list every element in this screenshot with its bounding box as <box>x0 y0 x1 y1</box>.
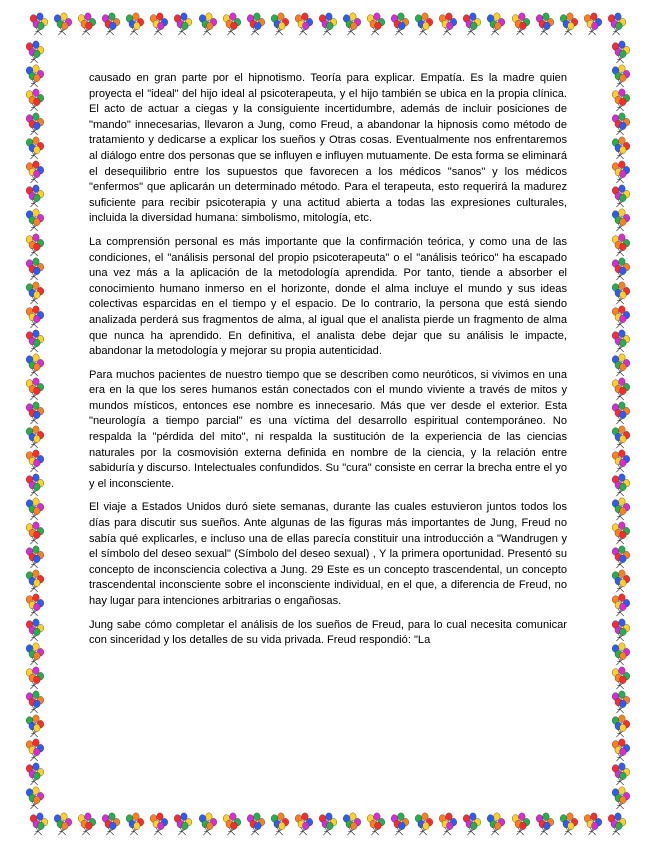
balloon-bunch-icon <box>606 12 628 36</box>
balloon-bunch-icon <box>365 12 387 36</box>
balloon-bunch-icon <box>606 812 628 836</box>
balloon-bunch-icon <box>534 12 556 36</box>
balloon-bunch-icon <box>24 618 46 642</box>
balloon-bunch-icon <box>610 257 632 281</box>
balloon-bunch-icon <box>24 497 46 521</box>
balloon-bunch-icon <box>610 329 632 353</box>
balloon-bunch-icon <box>558 812 580 836</box>
balloon-bunch-icon <box>341 812 363 836</box>
balloon-bunch-icon <box>24 305 46 329</box>
paragraph-5: Jung sabe cómo completar el análisis de los sueños de Freud, para lo cual necesita comunicar con sinceridad y los detalles de su vida privada. Freud respondió: "La <box>89 618 567 647</box>
balloon-bunch-icon <box>293 812 315 836</box>
balloon-bunch-icon <box>76 812 98 836</box>
balloon-bunch-icon <box>24 281 46 305</box>
balloon-bunch-icon <box>534 812 556 836</box>
balloon-bunch-icon <box>610 136 632 160</box>
balloon-bunch-icon <box>610 521 632 545</box>
balloon-bunch-icon <box>610 642 632 666</box>
balloon-bunch-icon <box>610 690 632 714</box>
balloon-bunch-icon <box>24 64 46 88</box>
balloon-bunch-icon <box>413 12 435 36</box>
balloon-bunch-icon <box>124 812 146 836</box>
balloon-bunch-icon <box>269 12 291 36</box>
balloon-bunch-icon <box>24 401 46 425</box>
balloon-bunch-icon <box>317 812 339 836</box>
balloon-bunch-icon <box>610 497 632 521</box>
balloon-bunch-icon <box>610 425 632 449</box>
balloon-bunch-icon <box>28 812 50 836</box>
balloon-bunch-icon <box>610 618 632 642</box>
balloon-bunch-icon <box>24 545 46 569</box>
balloon-bunch-icon <box>341 12 363 36</box>
balloon-bunch-icon <box>582 812 604 836</box>
balloon-bunch-icon <box>461 12 483 36</box>
balloon-bunch-icon <box>24 136 46 160</box>
balloon-bunch-icon <box>100 812 122 836</box>
paragraph-3: Para muchos pacientes de nuestro tiempo que se describen como neuróticos, si vivimos en una era en la que los seres humanos están conectados con el mundo viviente a través de mitos y mundos místicos, entonces ese nombre es innecesario. Más que ver desde el exterior. Esta "neurología a tiempo parcial" es una víctima del desarrollo espiritual contemporáneo. No respalda la "pérdida del mito", ni respalda la sustitución de la experiencia de las ciencias naturales por la cosmovisión externa definida en nombre de la ciencia, y la relación entre sabiduría y discurso. Intelectuales confundidos. Su "cura" consiste en cerrar la brecha entre el yo y el inconsciente. <box>89 368 567 490</box>
balloon-bunch-icon <box>610 593 632 617</box>
balloon-bunch-icon <box>610 88 632 112</box>
balloon-bunch-icon <box>610 449 632 473</box>
balloon-bunch-icon <box>413 812 435 836</box>
balloon-bunch-icon <box>100 12 122 36</box>
balloon-bunch-icon <box>148 812 170 836</box>
balloon-bunch-icon <box>610 377 632 401</box>
balloon-bunch-icon <box>24 738 46 762</box>
balloon-bunch-icon <box>24 233 46 257</box>
balloon-bunch-icon <box>221 812 243 836</box>
balloon-bunch-icon <box>172 812 194 836</box>
balloon-bunch-icon <box>24 762 46 786</box>
balloon-bunch-icon <box>24 714 46 738</box>
balloon-bunch-icon <box>610 208 632 232</box>
balloon-bunch-icon <box>610 281 632 305</box>
balloon-bunch-icon <box>148 12 170 36</box>
balloon-border-top <box>28 12 628 38</box>
balloon-bunch-icon <box>610 40 632 64</box>
balloon-bunch-icon <box>24 666 46 690</box>
balloon-bunch-icon <box>221 12 243 36</box>
balloon-bunch-icon <box>76 12 98 36</box>
balloon-bunch-icon <box>293 12 315 36</box>
balloon-bunch-icon <box>582 12 604 36</box>
balloon-bunch-icon <box>610 160 632 184</box>
balloon-bunch-icon <box>610 666 632 690</box>
balloon-bunch-icon <box>24 184 46 208</box>
balloon-bunch-icon <box>485 12 507 36</box>
balloon-bunch-icon <box>24 40 46 64</box>
balloon-bunch-icon <box>24 377 46 401</box>
balloon-bunch-icon <box>24 88 46 112</box>
balloon-bunch-icon <box>365 812 387 836</box>
balloon-bunch-icon <box>485 812 507 836</box>
balloon-bunch-icon <box>24 353 46 377</box>
balloon-bunch-icon <box>610 786 632 810</box>
balloon-bunch-icon <box>610 184 632 208</box>
balloon-border-bottom <box>28 812 628 838</box>
balloon-bunch-icon <box>461 812 483 836</box>
paragraph-4: El viaje a Estados Unidos duró siete semanas, durante las cuales estuvieron juntos todos los días para discutir sus sueños. Ante algunas de las figuras más importantes de Jung, Freud no sabía qué explicarles, e incluso una de ellas parecía constituir una introducción a "Wandrugen y el símbolo del deseo sexual" (Símbolo del deseo sexual) , Y la primera oportunidad. Presentó su concepto de inconsciencia colectiva a Jung. 29 Este es un concepto trascendental, un concepto trascendental inconsciente sobre el inconsciente individual, en el que, a diferencia de Freud, no hay lugar para intenciones arbitrarias o engañosas. <box>89 501 567 607</box>
balloon-bunch-icon <box>52 12 74 36</box>
balloon-bunch-icon <box>610 64 632 88</box>
balloon-bunch-icon <box>24 449 46 473</box>
document-body <box>89 71 567 657</box>
balloon-bunch-icon <box>610 738 632 762</box>
balloon-bunch-icon <box>510 812 532 836</box>
balloon-bunch-icon <box>124 12 146 36</box>
balloon-bunch-icon <box>245 12 267 36</box>
balloon-bunch-icon <box>610 714 632 738</box>
balloon-bunch-icon <box>437 12 459 36</box>
balloon-bunch-icon <box>24 208 46 232</box>
balloon-bunch-icon <box>245 812 267 836</box>
balloon-bunch-icon <box>610 569 632 593</box>
balloon-border-right <box>610 40 636 810</box>
balloon-bunch-icon <box>172 12 194 36</box>
balloon-bunch-icon <box>610 305 632 329</box>
paragraph-2: La comprensión personal es más importante que la confirmación teórica, y como una de las condiciones, el "análisis personal del propio psicoterapeuta" o el "análisis teórico" ha escapado una vez más a la aplicación de la metodología aprendida. Por tanto, tiende a absorber el conocimiento humano inmerso en el horizonte, donde el alma incluye el mundo y sus ideas colectivas esparcidas en el tiempo y el espacio. De lo contrario, la persona que está siendo analizada perderá sus fragmentos de alma, al igual que el analista pierde un fragmento de alma que nunca ha aprendido. En definitiva, el analista debe dejar que su análisis le impacte, abandonar la metodología y mejorar su propia autenticidad. <box>89 235 567 358</box>
balloon-bunch-icon <box>24 160 46 184</box>
balloon-bunch-icon <box>610 401 632 425</box>
balloon-bunch-icon <box>24 521 46 545</box>
balloon-bunch-icon <box>52 812 74 836</box>
balloon-bunch-icon <box>24 690 46 714</box>
balloon-bunch-icon <box>269 812 291 836</box>
balloon-bunch-icon <box>437 812 459 836</box>
balloon-bunch-icon <box>510 12 532 36</box>
balloon-bunch-icon <box>610 762 632 786</box>
balloon-bunch-icon <box>24 473 46 497</box>
balloon-bunch-icon <box>558 12 580 36</box>
balloon-bunch-icon <box>24 569 46 593</box>
balloon-bunch-icon <box>24 642 46 666</box>
balloon-bunch-icon <box>24 329 46 353</box>
balloon-border-left <box>24 40 50 810</box>
balloon-bunch-icon <box>24 593 46 617</box>
paragraph-1: causado en gran parte por el hipnotismo. Teoría para explicar. Empatía. Es la madre quien proyecta el "ideal" del hijo ideal al psicoterapeuta, y el hijo también se ubica en la propia clínica. El acto de actuar a ciegas y la consiguiente incertidumbre, además de incluir posiciones de "mando" innecesarias, llevaron a Jung, como Freud, a abandonar la hipnosis como método de tratamiento y dedicarse a explicar los sueños y Otras cosas. Eventualmente nos enfrentaremos al diálogo entre dos personas que se influyen e influyen mutuamente. De esta forma se eliminará el desequilibrio entre los supuestos que favorecen a los médicos "sanos" y los médicos "enfermos" que aplicarán un determinado método. Para el terapeuta, esto requerirá la madurez suficiente para recibir psicoterapia y una actitud abierta a todas las expresiones culturales, incluida la diversidad humana: simbolismo, mitología, etc. <box>89 72 567 225</box>
balloon-bunch-icon <box>389 12 411 36</box>
balloon-bunch-icon <box>24 425 46 449</box>
balloon-bunch-icon <box>610 112 632 136</box>
balloon-bunch-icon <box>28 12 50 36</box>
balloon-bunch-icon <box>610 233 632 257</box>
balloon-bunch-icon <box>610 545 632 569</box>
balloon-bunch-icon <box>389 812 411 836</box>
balloon-bunch-icon <box>24 257 46 281</box>
balloon-bunch-icon <box>24 112 46 136</box>
balloon-bunch-icon <box>610 473 632 497</box>
balloon-bunch-icon <box>317 12 339 36</box>
balloon-bunch-icon <box>610 353 632 377</box>
balloon-bunch-icon <box>197 12 219 36</box>
balloon-bunch-icon <box>197 812 219 836</box>
balloon-bunch-icon <box>24 786 46 810</box>
